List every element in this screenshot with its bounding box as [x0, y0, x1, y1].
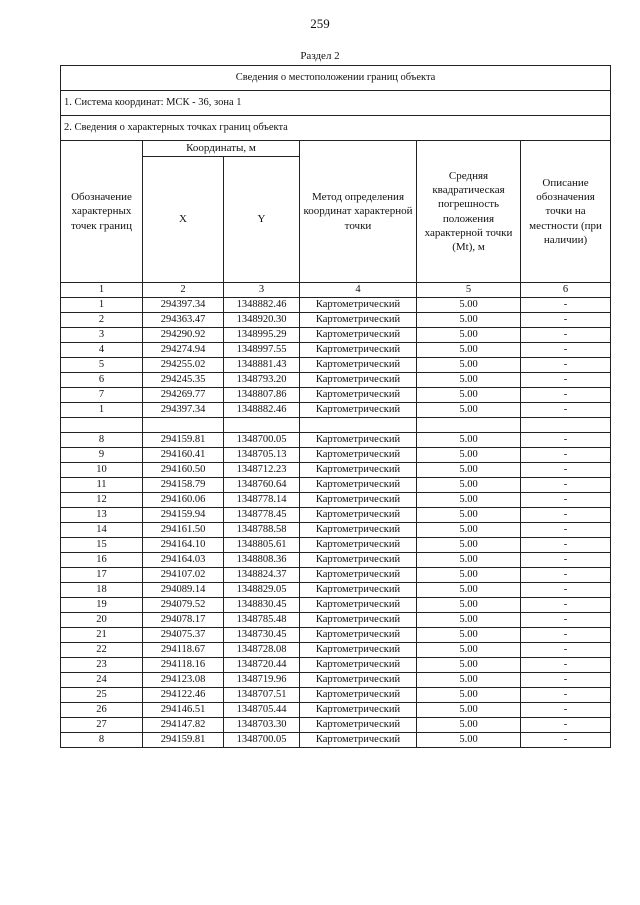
error-cell: 5.00: [417, 358, 521, 373]
table-row: [61, 673, 611, 688]
empty-cell: [61, 418, 143, 433]
description-cell: -: [521, 688, 611, 703]
boundary-points-table: [60, 65, 611, 748]
point-id-cell: 11: [61, 478, 143, 493]
table-row: [61, 403, 611, 418]
y-coord-cell: 1348760.64: [224, 478, 300, 493]
column-numbers-row: [61, 283, 611, 298]
x-coord-cell: 294245.35: [143, 373, 224, 388]
error-cell: 5.00: [417, 373, 521, 388]
point-id-cell: 16: [61, 553, 143, 568]
table-row: [61, 493, 611, 508]
x-coord-cell: 294164.10: [143, 538, 224, 553]
description-cell: -: [521, 538, 611, 553]
description-cell: -: [521, 583, 611, 598]
header-row-top: [61, 141, 611, 157]
description-cell: -: [521, 703, 611, 718]
x-coord-cell: 294089.14: [143, 583, 224, 598]
error-cell: 5.00: [417, 508, 521, 523]
description-cell: -: [521, 328, 611, 343]
y-coord-cell: 1348995.29: [224, 328, 300, 343]
method-cell: Картометрический: [300, 613, 417, 628]
column-number: 1: [61, 283, 143, 298]
table-title: Сведения о местоположении границ объекта: [61, 66, 611, 91]
description-cell: -: [521, 448, 611, 463]
header-y: Y: [224, 157, 300, 283]
y-coord-cell: 1348882.46: [224, 403, 300, 418]
description-cell: -: [521, 718, 611, 733]
method-cell: Картометрический: [300, 403, 417, 418]
y-coord-cell: 1348778.14: [224, 493, 300, 508]
table-row: [61, 718, 611, 733]
table-row: [61, 478, 611, 493]
method-cell: Картометрический: [300, 628, 417, 643]
table-row: [61, 568, 611, 583]
method-cell: Картометрический: [300, 598, 417, 613]
method-cell: Картометрический: [300, 478, 417, 493]
point-id-cell: 15: [61, 538, 143, 553]
y-coord-cell: 1348778.45: [224, 508, 300, 523]
column-number: 2: [143, 283, 224, 298]
empty-cell: [300, 418, 417, 433]
x-coord-cell: 294161.50: [143, 523, 224, 538]
table-row: [61, 658, 611, 673]
method-cell: Картометрический: [300, 313, 417, 328]
description-cell: -: [521, 493, 611, 508]
description-cell: -: [521, 598, 611, 613]
x-coord-cell: 294158.79: [143, 478, 224, 493]
point-id-cell: 3: [61, 328, 143, 343]
method-cell: Картометрический: [300, 568, 417, 583]
error-cell: 5.00: [417, 463, 521, 478]
y-coord-cell: 1348700.05: [224, 433, 300, 448]
error-cell: 5.00: [417, 718, 521, 733]
table-row: [61, 523, 611, 538]
header-description: Описание обозначения точки на местности (при наличии): [521, 141, 611, 283]
column-number: 6: [521, 283, 611, 298]
method-cell: Картометрический: [300, 343, 417, 358]
error-cell: 5.00: [417, 403, 521, 418]
x-coord-cell: 294159.81: [143, 433, 224, 448]
error-cell: 5.00: [417, 733, 521, 748]
y-coord-cell: 1348785.48: [224, 613, 300, 628]
point-id-cell: 17: [61, 568, 143, 583]
x-coord-cell: 294118.67: [143, 643, 224, 658]
x-coord-cell: 294075.37: [143, 628, 224, 643]
header-coords-group: Координаты, м: [143, 141, 300, 157]
error-cell: 5.00: [417, 553, 521, 568]
point-id-cell: 19: [61, 598, 143, 613]
method-cell: Картометрический: [300, 583, 417, 598]
x-coord-cell: 294160.06: [143, 493, 224, 508]
contour-separator-row: [61, 418, 611, 433]
y-coord-cell: 1348997.55: [224, 343, 300, 358]
point-id-cell: 18: [61, 583, 143, 598]
description-cell: -: [521, 658, 611, 673]
points-heading: 2. Сведения о характерных точках границ объекта: [61, 116, 611, 141]
table-row: [61, 298, 611, 313]
x-coord-cell: 294290.92: [143, 328, 224, 343]
description-cell: -: [521, 403, 611, 418]
empty-cell: [417, 418, 521, 433]
empty-cell: [521, 418, 611, 433]
x-coord-cell: 294159.81: [143, 733, 224, 748]
point-id-cell: 20: [61, 613, 143, 628]
description-cell: -: [521, 463, 611, 478]
description-cell: -: [521, 643, 611, 658]
coord-system-line: 1. Система координат: МСК - 36, зона 1: [61, 91, 611, 116]
error-cell: 5.00: [417, 628, 521, 643]
table-row: [61, 583, 611, 598]
empty-cell: [143, 418, 224, 433]
point-id-cell: 21: [61, 628, 143, 643]
y-coord-cell: 1348920.30: [224, 313, 300, 328]
table-row: [61, 733, 611, 748]
method-cell: Картометрический: [300, 553, 417, 568]
method-cell: Картометрический: [300, 298, 417, 313]
error-cell: 5.00: [417, 688, 521, 703]
point-id-cell: 4: [61, 343, 143, 358]
x-coord-cell: 294160.50: [143, 463, 224, 478]
y-coord-cell: 1348808.36: [224, 553, 300, 568]
method-cell: Картометрический: [300, 688, 417, 703]
point-id-cell: 27: [61, 718, 143, 733]
point-id-cell: 8: [61, 733, 143, 748]
table-row: [61, 643, 611, 658]
table-row: [61, 598, 611, 613]
description-cell: -: [521, 343, 611, 358]
method-cell: Картометрический: [300, 493, 417, 508]
error-cell: 5.00: [417, 673, 521, 688]
description-cell: -: [521, 733, 611, 748]
table-row: [61, 343, 611, 358]
error-cell: 5.00: [417, 298, 521, 313]
method-cell: Картометрический: [300, 538, 417, 553]
table-row: [61, 373, 611, 388]
table-row: [61, 358, 611, 373]
table-row: [61, 388, 611, 403]
x-coord-cell: 294274.94: [143, 343, 224, 358]
description-cell: -: [521, 568, 611, 583]
method-cell: Картометрический: [300, 703, 417, 718]
point-id-cell: 25: [61, 688, 143, 703]
error-cell: 5.00: [417, 478, 521, 493]
method-cell: Картометрический: [300, 373, 417, 388]
table-row: [61, 448, 611, 463]
y-coord-cell: 1348824.37: [224, 568, 300, 583]
method-cell: Картометрический: [300, 463, 417, 478]
x-coord-cell: 294147.82: [143, 718, 224, 733]
table-row: [61, 628, 611, 643]
point-id-cell: 6: [61, 373, 143, 388]
y-coord-cell: 1348720.44: [224, 658, 300, 673]
x-coord-cell: 294159.94: [143, 508, 224, 523]
y-coord-cell: 1348807.86: [224, 388, 300, 403]
x-coord-cell: 294164.03: [143, 553, 224, 568]
x-coord-cell: 294146.51: [143, 703, 224, 718]
y-coord-cell: 1348712.23: [224, 463, 300, 478]
y-coord-cell: 1348793.20: [224, 373, 300, 388]
table-row: [61, 433, 611, 448]
description-cell: -: [521, 508, 611, 523]
method-cell: Картометрический: [300, 358, 417, 373]
method-cell: Картометрический: [300, 433, 417, 448]
y-coord-cell: 1348700.05: [224, 733, 300, 748]
x-coord-cell: 294122.46: [143, 688, 224, 703]
x-coord-cell: 294107.02: [143, 568, 224, 583]
header-point-label: Обозначение характерных точек границ: [61, 141, 143, 283]
table-row: [61, 613, 611, 628]
method-cell: Картометрический: [300, 508, 417, 523]
table-row: [61, 553, 611, 568]
error-cell: 5.00: [417, 613, 521, 628]
x-coord-cell: 294397.34: [143, 403, 224, 418]
y-coord-cell: 1348882.46: [224, 298, 300, 313]
point-id-cell: 22: [61, 643, 143, 658]
column-number: 3: [224, 283, 300, 298]
table-row: [61, 688, 611, 703]
description-cell: -: [521, 523, 611, 538]
description-cell: -: [521, 388, 611, 403]
error-cell: 5.00: [417, 448, 521, 463]
point-id-cell: 26: [61, 703, 143, 718]
method-cell: Картометрический: [300, 718, 417, 733]
x-coord-cell: 294269.77: [143, 388, 224, 403]
y-coord-cell: 1348788.58: [224, 523, 300, 538]
error-cell: 5.00: [417, 313, 521, 328]
y-coord-cell: 1348705.44: [224, 703, 300, 718]
method-cell: Картометрический: [300, 673, 417, 688]
description-cell: -: [521, 613, 611, 628]
method-cell: Картометрический: [300, 658, 417, 673]
point-id-cell: 14: [61, 523, 143, 538]
point-id-cell: 10: [61, 463, 143, 478]
column-number: 4: [300, 283, 417, 298]
point-id-cell: 8: [61, 433, 143, 448]
x-coord-cell: 294160.41: [143, 448, 224, 463]
y-coord-cell: 1348719.96: [224, 673, 300, 688]
point-id-cell: 1: [61, 298, 143, 313]
x-coord-cell: 294255.02: [143, 358, 224, 373]
y-coord-cell: 1348830.45: [224, 598, 300, 613]
point-id-cell: 7: [61, 388, 143, 403]
point-id-cell: 13: [61, 508, 143, 523]
description-cell: -: [521, 433, 611, 448]
method-cell: Картометрический: [300, 643, 417, 658]
error-cell: 5.00: [417, 538, 521, 553]
y-coord-cell: 1348705.13: [224, 448, 300, 463]
error-cell: 5.00: [417, 433, 521, 448]
error-cell: 5.00: [417, 643, 521, 658]
description-cell: -: [521, 628, 611, 643]
description-cell: -: [521, 478, 611, 493]
table-row: [61, 328, 611, 343]
method-cell: Картометрический: [300, 448, 417, 463]
header-method: Метод определения координат характерной точки: [300, 141, 417, 283]
x-coord-cell: 294118.16: [143, 658, 224, 673]
table-row: [61, 313, 611, 328]
error-cell: 5.00: [417, 343, 521, 358]
point-id-cell: 5: [61, 358, 143, 373]
point-id-cell: 12: [61, 493, 143, 508]
point-id-cell: 24: [61, 673, 143, 688]
table-row: [61, 703, 611, 718]
x-coord-cell: 294363.47: [143, 313, 224, 328]
description-cell: -: [521, 373, 611, 388]
coord-system-row: [61, 91, 611, 116]
y-coord-cell: 1348829.05: [224, 583, 300, 598]
point-id-cell: 23: [61, 658, 143, 673]
error-cell: 5.00: [417, 703, 521, 718]
description-cell: -: [521, 553, 611, 568]
error-cell: 5.00: [417, 568, 521, 583]
point-id-cell: 9: [61, 448, 143, 463]
header-error: Средняя квадратическая погрешность положения характерной точки (Mt), м: [417, 141, 521, 283]
y-coord-cell: 1348707.51: [224, 688, 300, 703]
points-heading-row: [61, 116, 611, 141]
error-cell: 5.00: [417, 658, 521, 673]
error-cell: 5.00: [417, 523, 521, 538]
method-cell: Картометрический: [300, 523, 417, 538]
x-coord-cell: 294079.52: [143, 598, 224, 613]
method-cell: Картометрический: [300, 328, 417, 343]
y-coord-cell: 1348703.30: [224, 718, 300, 733]
page-number: 259: [310, 16, 330, 31]
table-title-row: [61, 66, 611, 91]
y-coord-cell: 1348805.61: [224, 538, 300, 553]
column-number: 5: [417, 283, 521, 298]
description-cell: -: [521, 358, 611, 373]
table-row: [61, 538, 611, 553]
error-cell: 5.00: [417, 583, 521, 598]
y-coord-cell: 1348730.45: [224, 628, 300, 643]
point-id-cell: 2: [61, 313, 143, 328]
method-cell: Картометрический: [300, 733, 417, 748]
point-id-cell: 1: [61, 403, 143, 418]
table-row: [61, 463, 611, 478]
y-coord-cell: 1348728.08: [224, 643, 300, 658]
error-cell: 5.00: [417, 598, 521, 613]
method-cell: Картометрический: [300, 388, 417, 403]
header-x: X: [143, 157, 224, 283]
description-cell: -: [521, 298, 611, 313]
error-cell: 5.00: [417, 328, 521, 343]
x-coord-cell: 294397.34: [143, 298, 224, 313]
description-cell: -: [521, 313, 611, 328]
error-cell: 5.00: [417, 388, 521, 403]
error-cell: 5.00: [417, 493, 521, 508]
x-coord-cell: 294078.17: [143, 613, 224, 628]
section-title: Раздел 2: [300, 50, 340, 62]
y-coord-cell: 1348881.43: [224, 358, 300, 373]
table-row: [61, 508, 611, 523]
empty-cell: [224, 418, 300, 433]
x-coord-cell: 294123.08: [143, 673, 224, 688]
description-cell: -: [521, 673, 611, 688]
